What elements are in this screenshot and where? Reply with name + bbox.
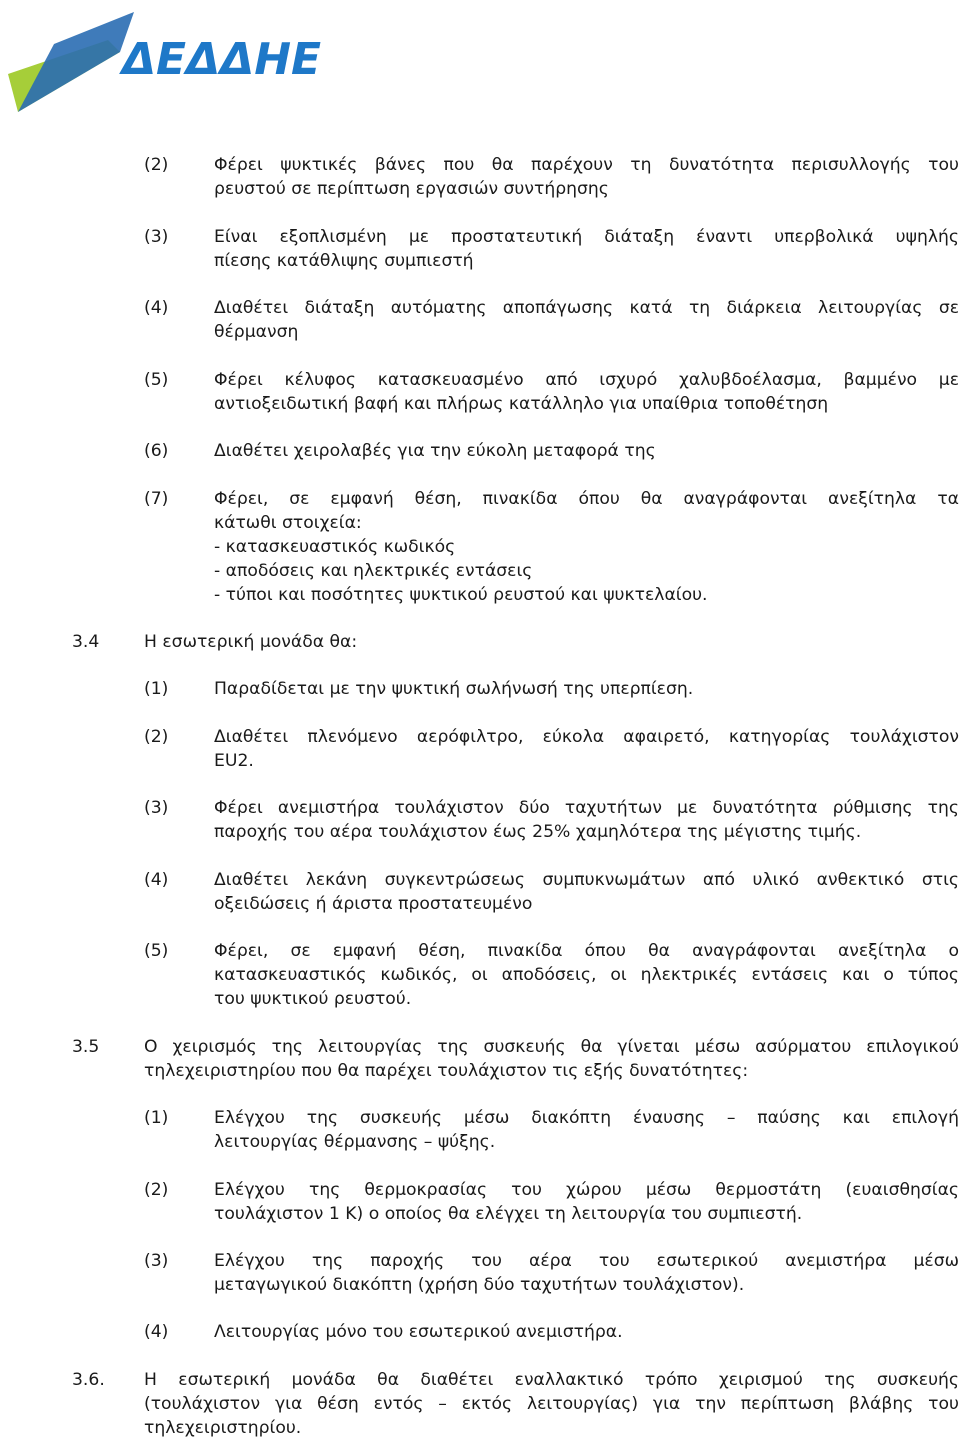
item-text-line: Λειτουργίας μόνο του εσωτερικού ανεμιστήρα.: [214, 1322, 623, 1342]
item-number: (2): [144, 1180, 169, 1200]
item-number: (6): [144, 441, 169, 461]
sub-list-item: - αποδόσεις και ηλεκτρικές εντάσεις: [214, 561, 533, 581]
sub-list-item: - κατασκευαστικός κωδικός: [214, 537, 456, 557]
item-number: (3): [144, 798, 169, 818]
item-number: (4): [144, 298, 169, 318]
item-number: (3): [144, 227, 169, 247]
item-text-line: παροχής του αέρα τουλάχιστον έως 25% χαμηλότερα της μέγιστης τιμής.: [214, 822, 862, 842]
item-text-line: κατασκευαστικός κωδικός, οι αποδόσεις, οι ηλεκτρικές εντάσεις και ο τύπος: [214, 965, 959, 985]
section-text: Η εσωτερική μονάδα θα:: [144, 632, 358, 652]
section-text: Η εσωτερική μονάδα θα διαθέτει εναλλακτικό τρόπο χειρισμού της συσκευής: [144, 1370, 959, 1390]
item-number: (4): [144, 870, 169, 890]
section-number: 3.5: [72, 1037, 100, 1057]
item-text-line: Φέρει ανεμιστήρα τουλάχιστον δύο ταχυτήτων με δυνατότητα ρύθμισης της: [214, 798, 959, 818]
item-text-line: πίεσης κατάθλιψης συμπιεστή: [214, 251, 474, 271]
item-text-line: Διαθέτει χειρολαβές για την εύκολη μεταφορά της: [214, 441, 656, 461]
item-text-line: Ελέγχου της θερμοκρασίας του χώρου μέσω θερμοστάτη (ευαισθησίας: [214, 1180, 959, 1200]
item-text-line: ρευστού σε περίπτωση εργασιών συντήρησης: [214, 179, 609, 199]
item-text-line: του ψυκτικού ρευστού.: [214, 989, 412, 1009]
item-text-line: Παραδίδεται με την ψυκτική σωλήνωσή της υπερπίεση.: [214, 679, 694, 699]
section-text: τηλεχειριστηρίου που θα παρέχει τουλάχιστον τις εξής δυνατότητες:: [144, 1061, 749, 1081]
item-text-line: Διαθέτει διάταξη αυτόματης αποπάγωσης κατά τη διάρκεια λειτουργίας σε: [214, 298, 959, 318]
item-text-line: αντιοξειδωτική βαφή και πλήρως κατάλληλο για υπαίθρια τοποθέτηση: [214, 394, 829, 414]
item-text-line: κάτωθι στοιχεία:: [214, 513, 362, 533]
item-number: (2): [144, 727, 169, 747]
item-number: (4): [144, 1322, 169, 1342]
item-text-line: Φέρει, σε εμφανή θέση, πινακίδα όπου θα αναγράφονται ανεξίτηλα τα: [214, 489, 959, 509]
item-text-line: λειτουργίας θέρμανσης – ψύξης.: [214, 1132, 496, 1152]
logo-wordmark: ΔΕΔΔΗΕ: [122, 34, 322, 85]
item-text-line: Διαθέτει λεκάνη συγκεντρώσεως συμπυκνωμάτων από υλικό ανθεκτικό στις: [214, 870, 959, 890]
sub-list-item: - τύποι και ποσότητες ψυκτικού ρευστού και ψυκτελαίου.: [214, 585, 708, 605]
section-text: (τουλάχιστον για θέση εντός – εκτός λειτουργίας) για την περίπτωση βλάβης του: [144, 1394, 959, 1414]
item-text-line: μεταγωγικού διακόπτη (χρήση δύο ταχυτήτων τουλάχιστον).: [214, 1275, 745, 1295]
item-text-line: θέρμανση: [214, 322, 299, 342]
item-text-line: Διαθέτει πλενόμενο αερόφιλτρο, εύκολα αφαιρετό, κατηγορίας τουλάχιστον: [214, 727, 959, 747]
item-text-line: οξειδώσεις ή άριστα προστατευμένο: [214, 894, 533, 914]
item-number: (7): [144, 489, 169, 509]
item-text-line: Φέρει, σε εμφανή θέση, πινακίδα όπου θα αναγράφονται ανεξίτηλα ο: [214, 941, 959, 961]
section-number: 3.6.: [72, 1370, 105, 1390]
item-text-line: Φέρει κέλυφος κατασκευασμένο από ισχυρό χαλυβδοέλασμα, βαμμένο με: [214, 370, 959, 390]
section-text: τηλεχειριστηρίου.: [144, 1418, 302, 1438]
section-text: Ο χειρισμός της λειτουργίας της συσκευής θα γίνεται μέσω ασύρματου επιλογικού: [144, 1037, 959, 1057]
item-number: (1): [144, 679, 169, 699]
item-text-line: Ελέγχου της συσκευής μέσω διακόπτη έναυσης – παύσης και επιλογή: [214, 1108, 959, 1128]
item-number: (3): [144, 1251, 169, 1271]
item-number: (1): [144, 1108, 169, 1128]
item-text-line: τουλάχιστον 1 K) ο οποίος θα ελέγχει τη λειτουργία του συμπιεστή.: [214, 1204, 803, 1224]
item-text-line: Φέρει ψυκτικές βάνες που θα παρέχουν τη δυνατότητα περισυλλογής του: [214, 155, 959, 175]
item-text-line: Είναι εξοπλισμένη με προστατευτική διάταξη έναντι υπερβολικά υψηλής: [214, 227, 959, 247]
item-number: (5): [144, 941, 169, 961]
item-text-line: Ελέγχου της παροχής του αέρα του εσωτερικού ανεμιστήρα μέσω: [214, 1251, 959, 1271]
section-number: 3.4: [72, 632, 100, 652]
item-number: (5): [144, 370, 169, 390]
item-number: (2): [144, 155, 169, 175]
item-text-line: EU2.: [214, 751, 254, 771]
